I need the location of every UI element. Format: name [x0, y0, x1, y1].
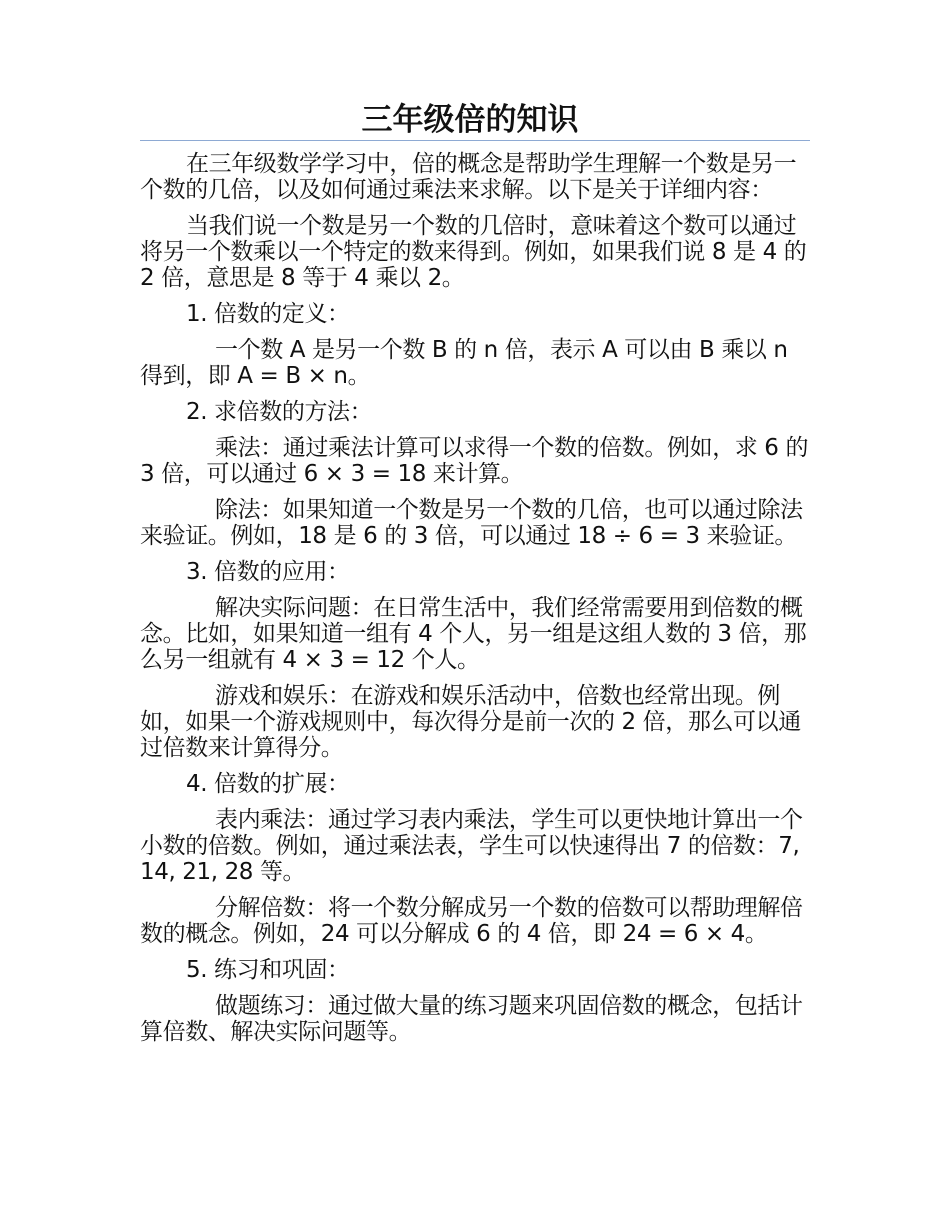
section-paragraph: 分解倍数：将一个数分解成另一个数的倍数可以帮助理解倍数的概念。例如，24 可以分解成 6 的 4 倍，即 24 = 6 × 4。 [140, 895, 803, 947]
page-title: 三年级倍的知识 [361, 102, 579, 138]
section-heading-definition: 1. 倍数的定义： [186, 301, 350, 327]
intro-paragraph-2: 当我们说一个数是另一个数的几倍时，意味着这个数可以通过将另一个数乘以一个特定的数来得到。例如，如果我们说 8 是 4 的 2 倍，意思是 8 等于 4 乘以 2。 [140, 213, 807, 291]
section-paragraph: 游戏和娱乐：在游戏和娱乐活动中，倍数也经常出现。例如，如果一个游戏规则中，每次得分是前一次的 2 倍，那么可以通过倍数来计算得分。 [140, 683, 801, 761]
document-body [140, 100, 810, 1055]
section-heading-extension: 4. 倍数的扩展： [186, 771, 350, 797]
intro-paragraph-1: 在三年级数学学习中，倍的概念是帮助学生理解一个数是另一个数的几倍，以及如何通过乘法来求解。以下是关于详细内容： [140, 151, 797, 203]
section-heading-applications: 3. 倍数的应用： [186, 559, 350, 585]
section-paragraph: 解决实际问题：在日常生活中，我们经常需要用到倍数的概念。比如，如果知道一组有 4 个人，另一组是这组人数的 3 倍，那么另一组就有 4 × 3 = 12 个人。 [140, 595, 807, 673]
section-heading-methods: 2. 求倍数的方法： [186, 399, 373, 425]
section-paragraph: 除法：如果知道一个数是另一个数的几倍，也可以通过除法来验证。例如，18 是 6 的 3 倍，可以通过 18 ÷ 6 = 3 来验证。 [140, 497, 803, 549]
section-paragraph: 做题练习：通过做大量的练习题来巩固倍数的概念，包括计算倍数、解决实际问题等。 [140, 993, 803, 1045]
section-heading-practice: 5. 练习和巩固： [186, 957, 350, 983]
section-paragraph: 表内乘法：通过学习表内乘法，学生可以更快地计算出一个小数的倍数。例如，通过乘法表，学生可以快速得出 7 的倍数：7, 14, 21, 28 等。 [140, 807, 803, 885]
title-underline [140, 140, 810, 141]
section-paragraph: 乘法：通过乘法计算可以求得一个数的倍数。例如，求 6 的 3 倍，可以通过 6 × 3 = 18 来计算。 [140, 435, 809, 487]
section-paragraph: 一个数 A 是另一个数 B 的 n 倍，表示 A 可以由 B 乘以 n 得到，即 A = B × n。 [140, 337, 788, 389]
